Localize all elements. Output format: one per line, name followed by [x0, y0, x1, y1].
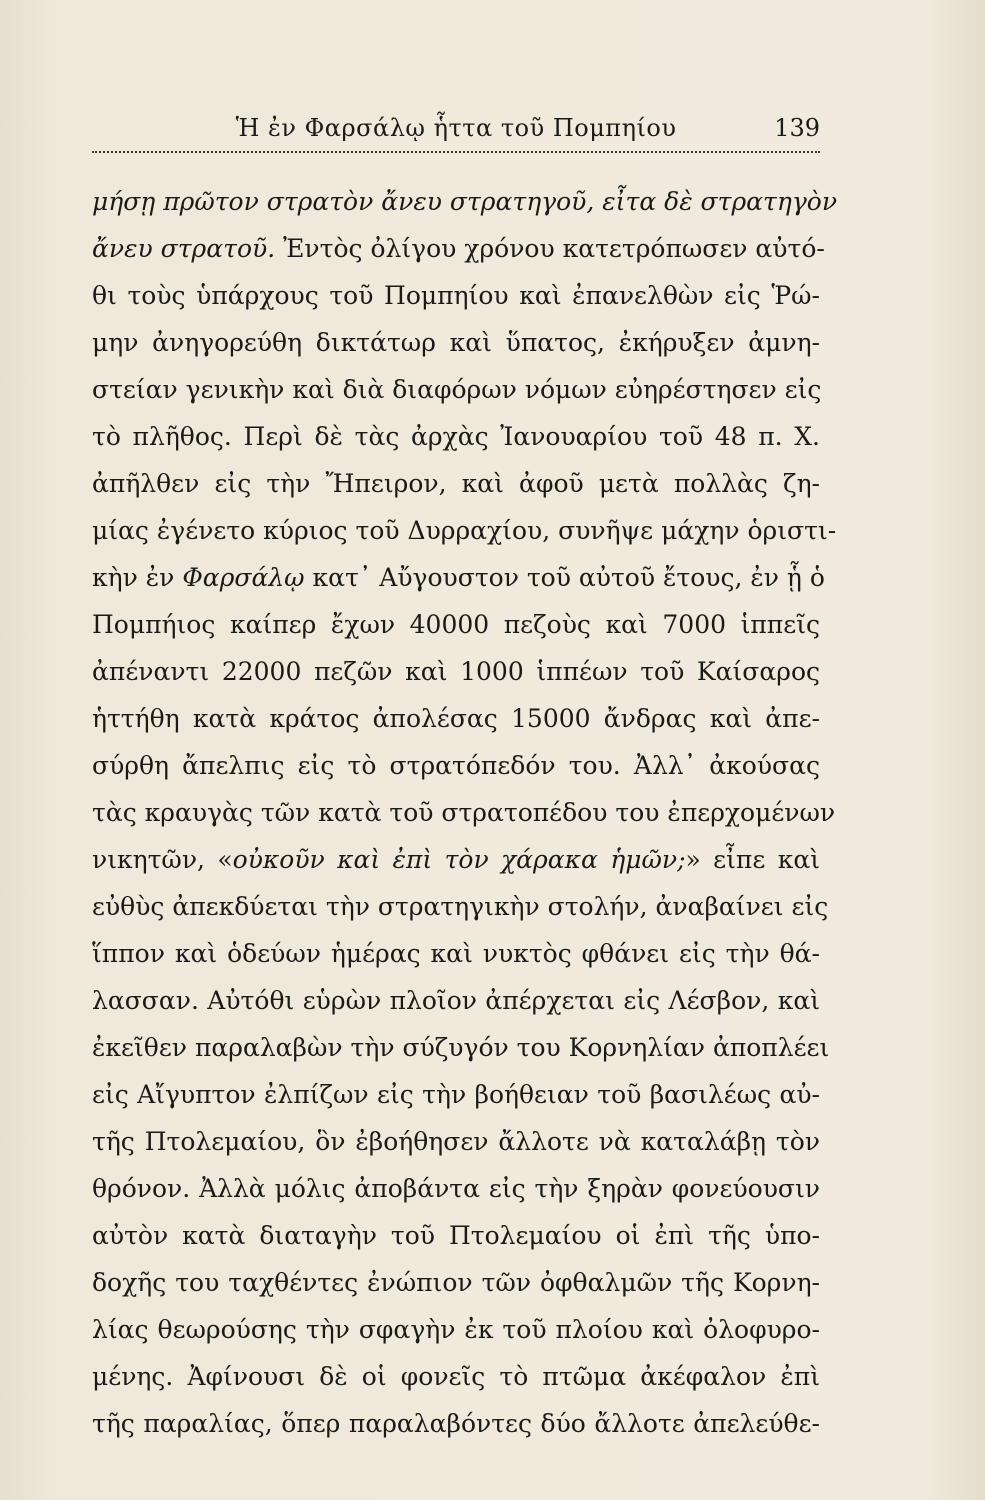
text-line: [92, 554, 825, 601]
italic-text: μήσῃ πρῶτον στρατὸν ἄνευ στρατηγοῦ, εἶτα δὲ στρατηγὸν: [92, 187, 838, 216]
text-segment: Ἐντὸς ὀλίγου χρόνου κατετρόπωσεν αὐτό-: [275, 234, 825, 263]
text-segment: τῆς παραλίας, ὅπερ παραλαβόντες δύο ἄλλοτε ἀπελεύθε-: [92, 1409, 820, 1438]
italic-text: ἄνευ στρατοῦ.: [92, 234, 276, 263]
text-line: [92, 319, 820, 366]
text-segment: τὰς κραυγὰς τῶν κατὰ τοῦ στρατοπέδου του ἐπερχομένων: [92, 798, 836, 827]
body-text: [92, 178, 838, 1447]
text-line: [92, 272, 820, 319]
text-line: [92, 1212, 820, 1259]
text-line: [92, 695, 820, 742]
text-segment: ἵππον καὶ ὁδεύων ἡμέρας καὶ νυκτὸς φθάνει εἰς τὴν θά-: [92, 939, 820, 968]
text-segment: ἀπῆλθεν εἰς τὴν Ἤπειρον, καὶ ἀφοῦ μετὰ πολλὰς ζη-: [92, 469, 820, 498]
text-line: [92, 883, 829, 930]
text-segment: θι τοὺς ὑπάρχους τοῦ Πομπηίου καὶ ἐπανελθὼν εἰς Ῥώ-: [92, 281, 820, 310]
text-segment: λασσαν. Αὐτόθι εὑρὼν πλοῖον ἀπέρχεται εἰς Λέσβον, καὶ: [92, 986, 820, 1015]
text-segment: τῆς Πτολεμαίου, ὃν ἐβοήθησεν ἄλλοτε νὰ καταλάβῃ τὸν: [92, 1127, 820, 1156]
text-line: [92, 1024, 830, 1071]
text-line: [92, 789, 836, 836]
text-segment: μίας ἐγένετο κύριος τοῦ Δυρραχίου, συνῆψε μάχην ὁριστι-: [92, 516, 837, 545]
italic-text: οὐκοῦν καὶ ἐπὶ τὸν χάρακα ἡμῶν;: [232, 845, 686, 874]
text-line: [92, 930, 820, 977]
text-line: [92, 742, 820, 789]
text-segment: ἐκεῖθεν παραλαβὼν τὴν σύζυγόν του Κορνηλίαν ἀποπλέει: [92, 1033, 830, 1062]
text-segment: ἀπέναντι 22000 πεζῶν καὶ 1000 ἱππέων τοῦ Καίσαρος: [92, 657, 820, 686]
text-segment: σύρθη ἄπελπις εἰς τὸ στρατόπεδόν του. Ἀλλ᾽ ἀκούσας: [92, 751, 820, 780]
text-segment: εἰς Αἴγυπτον ἐλπίζων εἰς τὴν βοήθειαν τοῦ βασιλέως αὐ-: [92, 1080, 820, 1109]
text-line: [92, 1306, 820, 1353]
text-segment: εὐθὺς ἀπεκδύεται τὴν στρατηγικὴν στολήν, ἀναβαίνει εἰς: [92, 892, 829, 921]
text-segment: κατ᾽ Αὔγουστον τοῦ αὐτοῦ ἔτους, ἐν ᾗ ὁ: [304, 563, 825, 592]
text-line: [92, 836, 820, 883]
text-line: [92, 1071, 820, 1118]
text-line: [92, 1353, 820, 1400]
text-segment: Πομπήιος καίπερ ἔχων 40000 πεζοὺς καὶ 7000 ἱππεῖς: [92, 610, 820, 639]
text-line: [92, 1118, 820, 1165]
text-line: [92, 178, 838, 225]
text-segment: » εἶπε καὶ: [685, 845, 820, 874]
page-header: [92, 110, 820, 150]
text-line: [92, 1259, 820, 1306]
text-line: [92, 648, 820, 695]
text-line: [92, 601, 820, 648]
page-number: 139: [774, 114, 820, 142]
text-segment: λίας θεωρούσης τὴν σφαγὴν ἐκ τοῦ πλοίου καὶ ὀλοφυρο-: [92, 1315, 820, 1344]
text-segment: μένης. Ἀφίνουσι δὲ οἱ φονεῖς τὸ πτῶμα ἀκέφαλον ἐπὶ: [92, 1362, 820, 1391]
text-line: [92, 977, 820, 1024]
text-line: [92, 225, 825, 272]
text-line: [92, 1400, 820, 1447]
text-segment: δοχῆς του ταχθέντες ἐνώπιον τῶν ὀφθαλμῶν τῆς Κορνη-: [92, 1268, 820, 1297]
text-line: [92, 413, 820, 460]
text-segment: μην ἀνηγορεύθη δικτάτωρ καὶ ὕπατος, ἐκήρυξεν ἀμνη-: [92, 328, 820, 357]
text-segment: θρόνον. Ἀλλὰ μόλις ἀποβάντα εἰς τὴν ξηρὰν φονεύουσιν: [92, 1174, 820, 1203]
text-segment: ἡττήθη κατὰ κράτος ἀπολέσας 15000 ἄνδρας καὶ ἀπε-: [92, 704, 820, 733]
text-segment: τὸ πλῆθος. Περὶ δὲ τὰς ἀρχὰς Ἰανουαρίου τοῦ 48 π. Χ.: [92, 422, 820, 451]
text-line: [92, 1165, 820, 1212]
italic-text: Φαρσάλῳ: [182, 563, 305, 592]
text-segment: κὴν ἐν: [92, 563, 183, 592]
text-segment: νικητῶν, «: [92, 845, 233, 874]
text-segment: αὐτὸν κατὰ διαταγὴν τοῦ Πτολεμαίου οἱ ἐπὶ τῆς ὑπο-: [92, 1221, 820, 1250]
text-line: [92, 460, 820, 507]
running-head: Ἡ ἐν Φαρσάλῳ ἧττα τοῦ Πομπηίου: [235, 114, 677, 142]
text-segment: στείαν γενικὴν καὶ διὰ διαφόρων νόμων εὐηρέστησεν εἰς: [92, 375, 822, 404]
header-rule: [92, 151, 820, 153]
text-line: [92, 507, 837, 554]
text-line: [92, 366, 820, 413]
